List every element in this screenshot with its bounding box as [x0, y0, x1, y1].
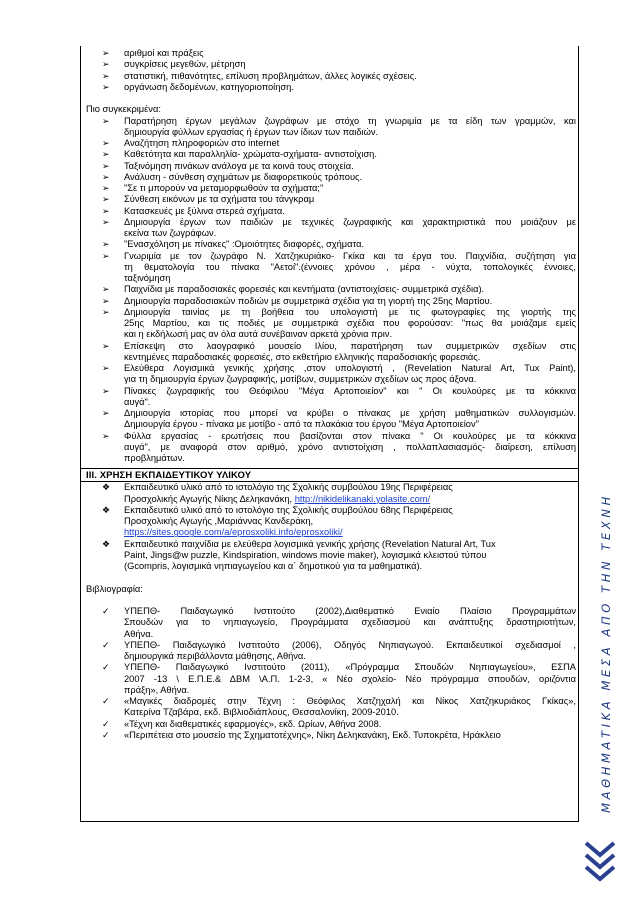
list-item-text: ταξινόμηση — [124, 273, 171, 283]
side-banner-text: ΜΑΘΗΜΑΤΙΚΑ ΜΕΣΑ ΑΠΟ ΤΗΝ ΤΕΧΝΗ — [599, 493, 613, 813]
arrow-right-icon: ➢ — [102, 183, 110, 193]
list-item-text: Καθετότητα και παραλληλία- χρώματα-σχήματα- αντιστοίχιση. — [124, 149, 377, 160]
list-item-text: προβλημάτων. — [124, 453, 185, 463]
list-item — [86, 172, 576, 183]
arrow-right-icon: ➢ — [102, 239, 110, 250]
arrow-right-icon: ➢ — [102, 250, 110, 261]
blog-link-delikanaki[interactable]: http://nikidelikanaki.yolasite.com/ — [294, 493, 431, 504]
list-item-text: «Μαγικές διαδρομές στην Τέχνη : Θεόφιλος Χατζηχαλή και Νίκος Χατζηκυριάκος Γκίκας», — [124, 696, 576, 706]
arrow-right-icon: ➢ — [102, 48, 110, 58]
list-item-text: αυγά", με αναφορά στον αριθμό, χρόνο αντιστοίχιση , πολλαπλασιασμός- διαίρεση, επίλυση — [124, 441, 576, 452]
list-item-text: Δημιουργία έργων των παιδιών με τεχνικές ζωγραφικής και χαρακτηριστικά που μοιάζουν με — [124, 216, 576, 227]
list-item — [86, 116, 576, 139]
arrow-right-icon: ➢ — [102, 385, 110, 396]
arrow-right-icon: ➢ — [102, 306, 110, 317]
chevron-down-icon — [580, 835, 620, 885]
list-item-text: Ταξινόμηση πινάκων ανάλογα με τα κοινά τους στοιχεία. — [124, 160, 354, 171]
diamond-bullet-icon: ❖ — [102, 538, 111, 549]
list-item — [86, 719, 576, 730]
checkmark-icon: ✓ — [102, 606, 110, 616]
list-item — [86, 194, 576, 205]
list-item-text: Ελεύθερα Λογισμικά γενικής χρήσης ,στον υπολογιστή , (Revelation Natural Art, Tux Paint), — [124, 363, 576, 373]
specific-list — [86, 116, 576, 465]
list-item-text: και η εκδήλωσή μας αν όλα αυτά συνέβαιναν αρκετά χρόνια πριν. — [124, 329, 393, 340]
diamond-bullet-icon: ❖ — [102, 482, 111, 493]
list-item — [86, 662, 576, 696]
list-item-text: Αναζήτηση πληροφοριών στο internet — [124, 138, 280, 148]
list-item-text: Εκπαιδευτικό υλικό από το ιστολόγιο της Σχολικής συμβούλου 19ης Περιφέρειας — [124, 482, 453, 493]
list-item-text: «Τέχνη και διαθεματικές εφαρμογές», εκδ. Ωρίων, Αθήνα 2008. — [124, 718, 382, 729]
list-item — [86, 149, 576, 160]
list-item — [86, 161, 576, 172]
checkmark-icon: ✓ — [102, 696, 110, 706]
section-subheading: Πιο συγκεκριμένα: — [86, 104, 161, 115]
list-item — [86, 431, 576, 465]
list-item-text: στατιστική, πιθανότητες, επίλυση προβλημάτων, άλλες λογικές σχέσεις. — [124, 70, 417, 81]
list-item-text: Σύνθεση εικόνων με τα σχήματα του τάνγκραμ — [124, 194, 315, 205]
list-item — [86, 296, 576, 307]
list-item-text: Πίνακες ζωγραφικής του Θεόφιλου "Μέγα Αρτοποιείον" και " Οι κουλούρες με τα κόκκινα — [124, 385, 576, 396]
list-item — [86, 183, 576, 194]
list-item-text: Κατερίνα Τζαβάρα, εκδ. Βιβλιοδιάπλους, Θεσσαλονίκη, 2009-2010. — [124, 707, 399, 718]
list-item-text: Προσχολικής Αγωγής ,Μαριάννας Κανδεράκη, — [124, 516, 314, 526]
list-item-text: οργάνωση δεδομένων, κατηγοριοποίηση. — [124, 81, 294, 92]
list-item — [86, 82, 576, 93]
list-item-text: συγκρίσεις μεγεθών, μέτρηση — [124, 59, 246, 70]
arrow-right-icon: ➢ — [102, 81, 110, 92]
arrow-right-icon: ➢ — [102, 205, 110, 216]
list-item-text: αριθμοί και πράξεις — [124, 48, 204, 58]
document-body — [86, 48, 576, 741]
list-item-text: Σπουδών για το νηπιαγωγείο, Προγράμματα σχεδιασμού και ανάπτυξης δραστηριοτήτων, — [124, 617, 576, 628]
arrow-right-icon: ➢ — [102, 430, 110, 441]
list-item-text: Επίσκεψη στο λαογραφικό μουσείο Ιλίου, παρατήρηση των συμμετρικών σχεδίων στις — [124, 340, 576, 351]
list-item-text: Κατασκευές με ξύλινα στερεά σχήματα. — [124, 205, 285, 216]
checkmark-icon: ✓ — [102, 639, 110, 650]
list-item-text: ΥΠΕΠΘ- Παιδαγωγικό Ινστιτούτο (2006), Οδηγός Νηπιαγωγού. Εκπαιδευτικοί σχεδιασμοί , — [124, 639, 576, 650]
side-banner — [586, 478, 626, 828]
list-item-text: αυγά". — [124, 396, 151, 407]
list-item-text: δημιουργία φύλλων εργασίας ή έργων των ίδιων των παιδιών. — [124, 126, 379, 137]
bibliography-heading: Βιβλιογραφία: — [86, 583, 143, 594]
list-item — [86, 59, 576, 70]
arrow-right-icon: ➢ — [102, 171, 110, 182]
list-item-text: ΥΠΕΠΘ- Παιδαγωγικό Ινστιτούτο (2002),Διαθεματικό Ενιαίο Πλαίσιο Προγραμμάτων — [124, 606, 576, 616]
list-item-text: "Ενασχόληση με πίνακες" :Ομοιότητες διαφορές, σχήματα. — [124, 239, 365, 250]
list-item-text: Δημιουργία έργου - πίνακα με μοτίβο - από τα πλακάκια του έργου "Μέγα Αρτοποιείον" — [124, 419, 479, 430]
list-item-text: Δημιουργία ταινίας με τη βοήθεια του υπολογιστή με τις φωτογραφίες της γιορτής της — [124, 306, 576, 317]
list-item — [86, 341, 576, 364]
list-item-text: Αθήνα. — [124, 628, 154, 639]
diamond-bullet-icon: ❖ — [102, 504, 111, 515]
list-item-text: Δημιουργία ιστορίας που μπορεί να κρύβει ο πίνακας με χρήση μαθηματικών συλλογισμών. — [124, 408, 576, 418]
list-item-text: 2007 -13 \ Ε.Π.Ε.& ΔΒΜ \Α.Π. 1-2-3, « Νέο σχολείο- Νέο πρόγραμμα σπουδών, οριζόντια — [124, 673, 576, 684]
blog-link-kanderaki[interactable]: https://sites.google.com/a/eprosxoliki.info/eprosxoliki/ — [124, 527, 343, 538]
arrow-right-icon: ➢ — [102, 295, 110, 306]
list-item-text: Δημιουργία παραδοσιακών ποδιών με συμμετρικά σχέδια για τη γιορτή της 25ης Μαρτίου. — [124, 295, 493, 306]
list-item-text: 25ης Μαρτίου, και τις ποδιές με συμμετρικά σχέδια που φορούσαν: "πως θα μοιάζαμε εμείς — [124, 318, 576, 328]
list-item-text: δημιουργικά περιβάλλοντα μάθησης, Αθήνα. — [124, 651, 306, 661]
list-item-text: για τη δημιουργία έργων ζωγραφικής, μοτίβων, συμμετρικών σχεδίων ως προς άξονα. — [124, 374, 477, 385]
list-item — [86, 696, 576, 719]
arrow-right-icon: ➢ — [102, 70, 110, 81]
list-item-text: πράξη», Αθήνα. — [124, 684, 190, 695]
arrow-right-icon: ➢ — [102, 115, 110, 126]
arrow-right-icon: ➢ — [102, 408, 110, 418]
list-item — [86, 482, 576, 505]
list-item-text: Φύλλα εργασίας - ερωτήσεις που βασίζονται στον πίνακα " Οι κουλούρες με τα κόκκινα — [124, 430, 576, 441]
list-item — [86, 71, 576, 82]
list-item — [86, 539, 576, 573]
list-item — [86, 363, 576, 386]
list-item-text: εκείνα των ζωγράφων. — [124, 228, 217, 238]
list-item-text: Παρατήρηση έργων μεγάλων ζωγράφων με στόχο τη γνωριμία με τα είδη των γραμμών, και — [124, 115, 576, 126]
list-item-text: κεντημένες παραδοσιακές φορεσιές, στο εκθετήριο ελληνικής παραδοσιακής φορεσιάς. — [124, 351, 481, 362]
list-item — [86, 251, 576, 285]
list-item-text: Προσχολικής Αγωγής Νίκης Δεληκανάκη, — [124, 493, 295, 504]
list-item — [86, 730, 576, 741]
checkmark-icon: ✓ — [102, 662, 110, 673]
list-item — [86, 386, 576, 409]
list-item-text: "Σε τι μπορούν να μεταμορφωθούν τα σχήματα;" — [124, 183, 324, 193]
list-item-text: Γνωριμία με τον ζωγράφο Ν. Χατζηκυριάκο- Γκίκα και τα έργα του. Παιχνίδια, συζήτηση για — [124, 250, 576, 261]
arrow-right-icon: ➢ — [102, 160, 110, 171]
list-item — [86, 217, 576, 240]
list-item — [86, 239, 576, 250]
list-item-text: τη θεματολογία του πίνακα "Αετοί".(έννοιες χρόνου , μέρα - νύχτα, τοπολογικές έννοιες, — [124, 261, 576, 272]
list-item-text: «Περιπέτεια στο μουσείο της Σχηματοτέχνης», Νίκη Δεληκανάκη, Εκδ. Τυποκρέτα, Ηράκλειο — [124, 729, 501, 740]
arrow-right-icon: ➢ — [102, 149, 110, 160]
list-item-text: Εκπαιδευτικό παιχνίδια με ελεύθερα λογισμικά γενικής χρήσης (Revelation Natural Art, Tux — [124, 538, 496, 549]
arrow-right-icon: ➢ — [102, 340, 110, 351]
arrow-right-icon: ➢ — [102, 216, 110, 227]
arrow-right-icon: ➢ — [102, 138, 110, 148]
list-item — [86, 138, 576, 149]
list-item — [86, 640, 576, 663]
list-item — [86, 408, 576, 431]
arrow-right-icon: ➢ — [102, 363, 110, 373]
list-item — [86, 48, 576, 59]
list-item — [86, 606, 576, 640]
list-item-text: Paint, Jings@w puzzle, Kindspiration, windows movie maker), λογισμικά κλειστού τύπου — [124, 549, 487, 560]
list-item-text: Εκπαιδευτικό υλικό από το ιστολόγιο της Σχολικής συμβούλου 68ης Περιφέρειας — [124, 504, 453, 515]
list-item-text: ΥΠΕΠΘ- Παιδαγωγικό Ινστιτούτο (2011), «Πρόγραμμα Σπουδών Νηπιαγωγείου», ΕΣΠΑ — [124, 662, 576, 673]
list-item — [86, 505, 576, 539]
list-item-text: Παιχνίδια με παραδοσιακές φορεσιές και κεντήματα (αντιστοιχίσεις- συμμετρικά σχέδια). — [124, 284, 485, 295]
section-title: ΙΙΙ. ΧΡΗΣΗ ΕΚΠΑΙΔΕΥΤΙΚΟΥ ΥΛΙΚΟΥ — [80, 468, 579, 482]
arrow-right-icon: ➢ — [102, 59, 110, 70]
list-item — [86, 307, 576, 341]
arrow-right-icon: ➢ — [102, 194, 110, 205]
list-item — [86, 206, 576, 217]
list-item-text: Ανάλυση - σύνθεση σχημάτων με διαφορετικούς τρόπους. — [124, 171, 363, 182]
bibliography-list — [86, 606, 576, 741]
list-item-text: (Gcompris, λογισμικά νηπιαγωγείου και α΄ δημοτικού για τα μαθηματικά). — [124, 561, 423, 571]
checkmark-icon: ✓ — [102, 729, 110, 740]
list-item — [86, 284, 576, 295]
checkmark-icon: ✓ — [102, 718, 110, 729]
arrow-right-icon: ➢ — [102, 284, 110, 295]
